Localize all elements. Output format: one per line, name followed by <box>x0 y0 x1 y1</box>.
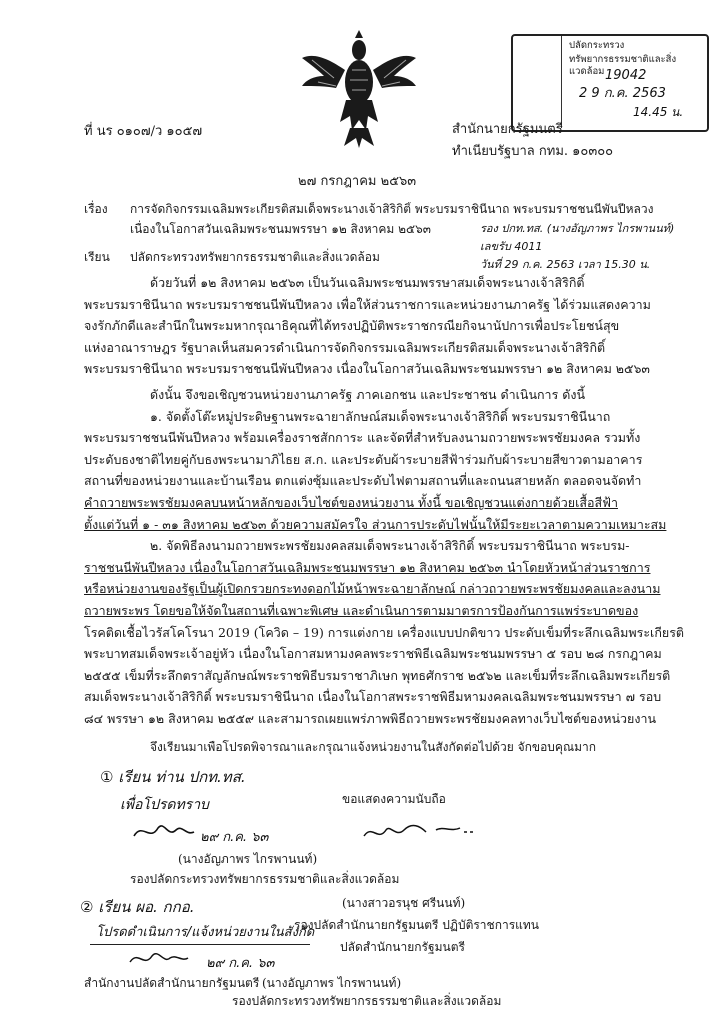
handwritten-note-1-line-1: ① เรียน ท่าน ปกท.ทส. <box>100 768 246 786</box>
official-signature-icon <box>360 816 480 846</box>
receive-stamp-line-3: วันที่ 29 ก.ค. 2563 เวลา 15.30 น. <box>480 258 651 271</box>
body-p2-line: ดังนั้น จึงขอเชิญชวนหน่วยงานภาครัฐ ภาคเอกชน และประชาชน ดำเนินการ ดังนี้ <box>150 387 586 402</box>
body-paragraph-1 <box>84 272 710 380</box>
closing-sentence: จึงเรียนมาเพื่อโปรดพิจารณาและกรุณาแจ้งหน่วยงานในสังกัดต่อไปด้วย จักขอบคุณมาก <box>150 740 596 754</box>
handwritten-underline <box>90 944 310 945</box>
stamp-line-2: ทรัพยากรธรรมชาติและสิ่งแวดล้อม <box>569 54 677 77</box>
body-p1-line: จงรักภักดีและสำนึกในพระมหากรุณาธิคุณที่ได้ทรงปฏิบัติพระราชกรณียกิจนานัปการเพื่อประโยชน์สุข <box>84 318 620 334</box>
office-address: ทำเนียบรัฐบาล กทม. ๑๐๓๐๐ <box>452 144 614 159</box>
body-p2-line: หรือหน่วยงานของรัฐเป็นผู้เปิดกรวยกระทงดอกไม้หน้าพระฉายาลักษณ์ กล่าวถวายพระพรชัยมงคลและลงนาม <box>84 581 661 597</box>
footer-office: สำนักงานปลัดสำนักนายกรัฐมนตรี <box>84 976 260 990</box>
handwritten-note-2-date: ๒๙ ก.ค. ๖๓ <box>206 956 275 971</box>
signatory-name: (นางสาวอรนุช ศรีนนท์) <box>342 896 466 910</box>
receiving-stamp-box <box>511 34 709 132</box>
footer-name: (นางอัญภาพร ไกรพานนท์) <box>262 976 402 990</box>
footer-title: รองปลัดกระทรวงทรัพยากรธรรมชาติและสิ่งแวดล้อม <box>232 994 502 1008</box>
handwritten-note-2-line-2: โปรดดำเนินการ/แจ้งหน่วยงานในสังกัด <box>96 925 315 940</box>
body-p2-line: ตั้งแต่วันที่ ๑ - ๓๑ สิงหาคม ๒๕๖๓ ด้วยความสมัครใจ ส่วนการประดับไฟนั้นให้มีระยะเวลาตามความเหมาะสม <box>84 516 667 532</box>
body-p2-line: คำถวายพระพรชัยมงคลบนหน้าหลักของเว็บไซต์ของหน่วยงาน ทั้งนี้ ขอเชิญชวนแต่งกายด้วยเสื้อสีฟ้า <box>84 494 618 510</box>
signatory-title-2: ปลัดสำนักนายกรัฐมนตรี <box>340 940 465 954</box>
handwritten-note-1-name: (นางอัญภาพร ไกรพานนท์) <box>178 852 318 866</box>
office-name: สำนักนายกรัฐมนตรี <box>452 122 563 137</box>
body-p2-line: ถวายพระพร โดยขอให้จัดในสถานที่เฉพาะพิเศษ และดำเนินการตามมาตรการป้องกันการแพร่ระบาดของ <box>84 602 639 618</box>
body-p2-line: พระบรมราชชนนีพันปีหลวง พร้อมเครื่องราชสักการะ และจัดที่สำหรับลงนามถวายพระพรชัยมงคล รวมทั้ง <box>84 430 641 446</box>
subject-label: เรื่อง <box>84 202 108 216</box>
recipient-label: เรียน <box>84 250 110 264</box>
body-p2-line: ๒. จัดพิธีลงนามถวายพระพรชัยมงคลสมเด็จพระนางเจ้าสิริกิติ์ พระบรมราชินีนาถ พระบรม- <box>150 538 630 554</box>
body-p2-line: ๒๕๕๕ เข็มที่ระลึกตราสัญลักษณ์พระราชพิธีบรมราชาภิเษก พุทธศักราช ๒๕๖๒ และเข็มที่ระลึกเฉลิมพระเกียรติ <box>84 667 671 683</box>
body-p2-line: พระบาทสมเด็จพระเจ้าอยู่หัว เนื่องในโอกาสมหามงคลพระราชพิธีเฉลิมพระชนมพรรษา ๕ รอบ ๒๘ กรกฎาคม <box>84 646 662 662</box>
body-paragraph-2 <box>84 384 710 730</box>
body-p2-line: ๘๔ พรรษา ๑๒ สิงหาคม ๒๕๕๙ และสามารถเผยแพร่ภาพพิธีถวายพระพรชัยมงคลทางเว็บไซต์ของหน่วยงาน <box>84 710 657 726</box>
stamp-date: 2 9 ก.ค. 2563 <box>579 86 666 101</box>
body-p1-line: พระบรมราชินีนาถ พระบรมราชชนนีพันปีหลวง เพื่อให้ส่วนราชการและหน่วยงานภาครัฐ ได้ร่วมแสดงความ <box>84 296 651 312</box>
handwritten-signature-2-icon <box>128 946 218 970</box>
handwritten-note-1-date: ๒๙ ก.ค. ๖๓ <box>200 830 269 845</box>
stamp-left-column <box>513 36 562 128</box>
garuda-emblem-icon <box>300 30 418 148</box>
subject-line-1: การจัดกิจกรรมเฉลิมพระเกียรติสมเด็จพระนางเจ้าสิริกิติ์ พระบรมราชินีนาถ พระบรมราชชนนีพันปีหลวง <box>130 202 654 216</box>
body-p2-line: สถานที่ของหน่วยงานและบ้านเรือน ตกแต่งซุ้มและประดับไฟตามสถานที่และถนนสายหลัก ตลอดจนจัดทำ <box>84 473 642 489</box>
receive-stamp-line-2: เลขรับ 4011 <box>480 240 543 253</box>
stamp-number: 19042 <box>605 68 647 83</box>
handwritten-note-1-line-2: เพื่อโปรดทราบ <box>120 797 209 813</box>
receive-stamp-line-1: รอง ปกท.ทส. (นางอัญภาพร ไกรพานนท์) <box>480 222 675 235</box>
respect-closing: ขอแสดงความนับถือ <box>342 792 446 806</box>
body-p1-line: พระบรมราชินีนาถ พระบรมราชชนนีพันปีหลวง เนื่องในโอกาสวันเฉลิมพระชนมพรรษา ๑๒ สิงหาคม ๒๕๖๓ <box>84 361 650 377</box>
body-p1-line: แห่งอาณาราษฎร รัฐบาลเห็นสมควรดำเนินการจัดกิจกรรมเฉลิมพระเกียรติสมเด็จพระนางเจ้าสิริกิติ์ <box>84 339 606 355</box>
recipient-text: ปลัดกระทรวงทรัพยากรธรรมชาติและสิ่งแวดล้อม <box>130 250 380 264</box>
handwritten-note-1-title: รองปลัดกระทรวงทรัพยากรธรรมชาติและสิ่งแวดล้อม <box>130 872 400 886</box>
handwritten-note-2-line-1: ② เรียน ผอ. กกอ. <box>80 898 195 916</box>
body-p2-line: สมเด็จพระนางเจ้าสิริกิติ์ พระบรมราชินีนาถ เนื่องในโอกาสพระราชพิธีมหามงคลเฉลิมพระชนมพรรษา ๗ รอบ <box>84 689 662 705</box>
document-date: ๒๗ กรกฎาคม ๒๕๖๓ <box>298 174 417 189</box>
body-p2-line: ราชชนนีพันปีหลวง เนื่องในโอกาสวันเฉลิมพระชนมพรรษา ๑๒ สิงหาคม ๒๕๖๓ นำโดยหัวหน้าส่วนราชการ <box>84 559 651 575</box>
signatory-title-1: รองปลัดสำนักนายกรัฐมนตรี ปฏิบัติราชการแทน <box>294 918 539 932</box>
body-p2-line: ประดับธงชาติไทยคู่กับธงพระนามาภิไธย ส.ก. และประดับผ้าระบายสีฟ้าร่วมกับผ้าระบายสีขาวตามอาคาร <box>84 451 643 467</box>
reference-number: ที่ นร ๐๑๐๗/ว ๑๐๕๗ <box>84 124 203 139</box>
body-p2-line: โรคติดเชื้อไวรัสโคโรนา 2019 (โควิด – 19) การแต่งกาย เครื่องแบบปกติขาว ประดับเข็มที่ระลึกเฉลิมพระเกียรติ <box>84 624 685 640</box>
stamp-line-1: ปลัดกระทรวง <box>569 40 625 51</box>
body-p2-line: ๑. จัดตั้งโต๊ะหมู่ประดิษฐานพระฉายาลักษณ์สมเด็จพระนางเจ้าสิริกิติ์ พระบรมราชินีนาถ <box>150 408 611 424</box>
body-p1-line: ด้วยวันที่ ๑๒ สิงหาคม ๒๕๖๓ เป็นวันเฉลิมพระชนมพรรษาสมเด็จพระนางเจ้าสิริกิติ์ <box>150 275 585 290</box>
stamp-time: 14.45 น. <box>633 105 684 119</box>
subject-line-2: เนื่องในโอกาสวันเฉลิมพระชนมพรรษา ๑๒ สิงหาคม ๒๕๖๓ <box>130 222 431 236</box>
